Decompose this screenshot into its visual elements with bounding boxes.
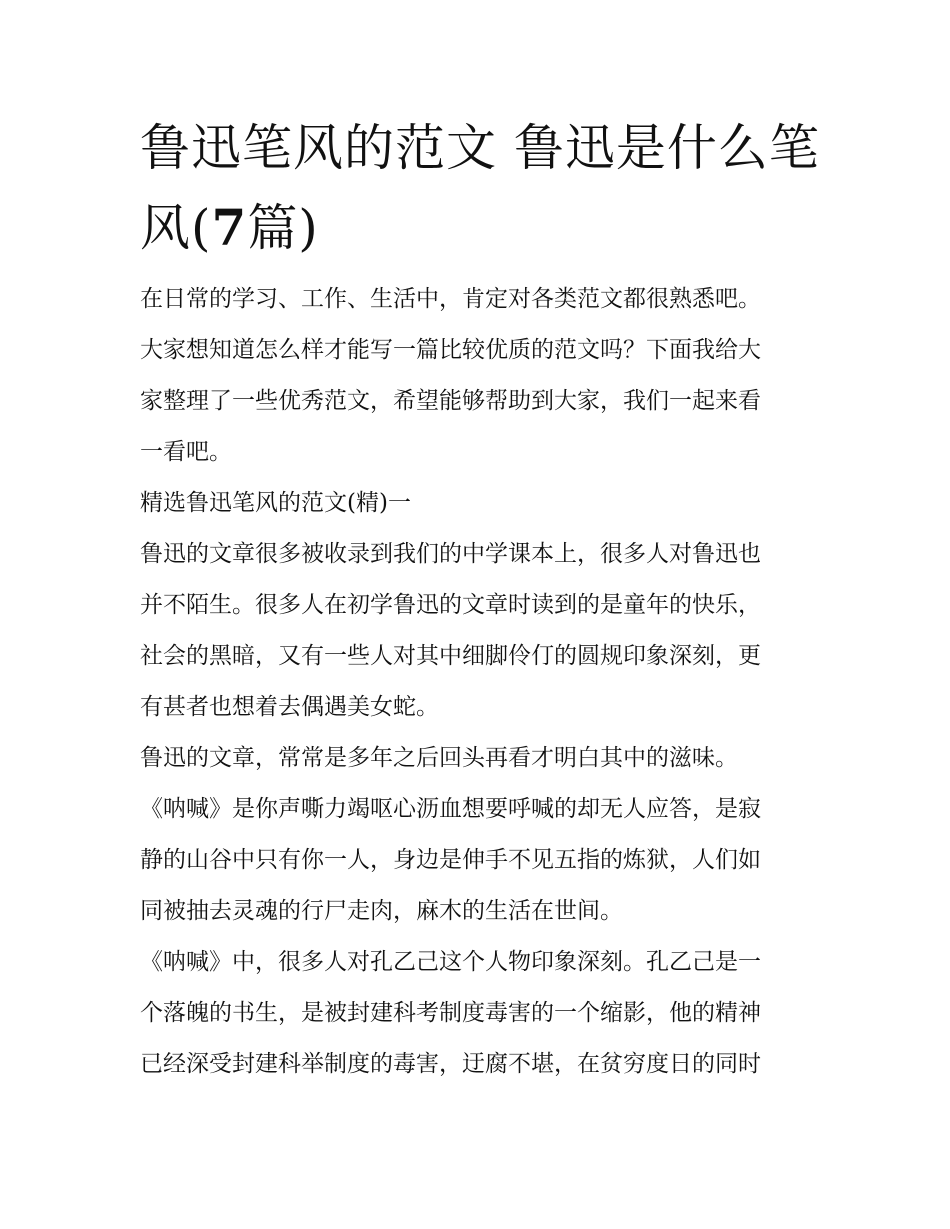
body-line: 《呐喊》中，很多人对孔乙己这个人物印象深刻。孔乙己是一 — [140, 949, 761, 975]
body-line: 静的山谷中只有你一人，身边是伸手不见五指的炼狱，人们如 — [140, 847, 761, 873]
body-line: 一看吧。 — [140, 439, 232, 465]
body-line: 大家想知道怎么样才能写一篇比较优质的范文吗？下面我给大 — [140, 337, 761, 363]
section-heading: 精选鲁迅笔风的范文(精)一 — [140, 490, 411, 516]
title-number: 7 — [211, 198, 248, 257]
body-line: 个落魄的书生，是被封建科考制度毒害的一个缩影，他的精神 — [140, 1000, 761, 1026]
title-text-part1: 鲁迅笔风的范文 鲁迅是什么笔风( — [140, 119, 820, 257]
body-line: 社会的黑暗，又有一些人对其中细脚伶仃的圆规印象深刻，更 — [140, 643, 761, 669]
title-text-part2: 篇) — [247, 199, 319, 257]
body-line: 在日常的学习、工作、生活中，肯定对各类范文都很熟悉吧。 — [140, 286, 761, 312]
body-line: 鲁迅的文章很多被收录到我们的中学课本上，很多人对鲁迅也 — [140, 541, 761, 567]
body-line: 并不陌生。很多人在初学鲁迅的文章时读到的是童年的快乐， — [140, 592, 761, 618]
body-line: 《呐喊》是你声嘶力竭呕心沥血想要呼喊的却无人应答，是寂 — [140, 796, 761, 822]
body-line: 家整理了一些优秀范文，希望能够帮助到大家，我们一起来看 — [140, 388, 761, 414]
body-line: 已经深受封建科举制度的毒害，迂腐不堪，在贫穷度日的同时 — [140, 1051, 761, 1077]
body-line: 鲁迅的文章，常常是多年之后回头再看才明白其中的滋味。 — [140, 745, 738, 771]
document-title — [140, 108, 830, 268]
body-line: 有甚者也想着去偶遇美女蛇。 — [140, 694, 439, 720]
document-body — [140, 274, 820, 1090]
body-line: 同被抽去灵魂的行尸走肉，麻木的生活在世间。 — [140, 898, 623, 924]
